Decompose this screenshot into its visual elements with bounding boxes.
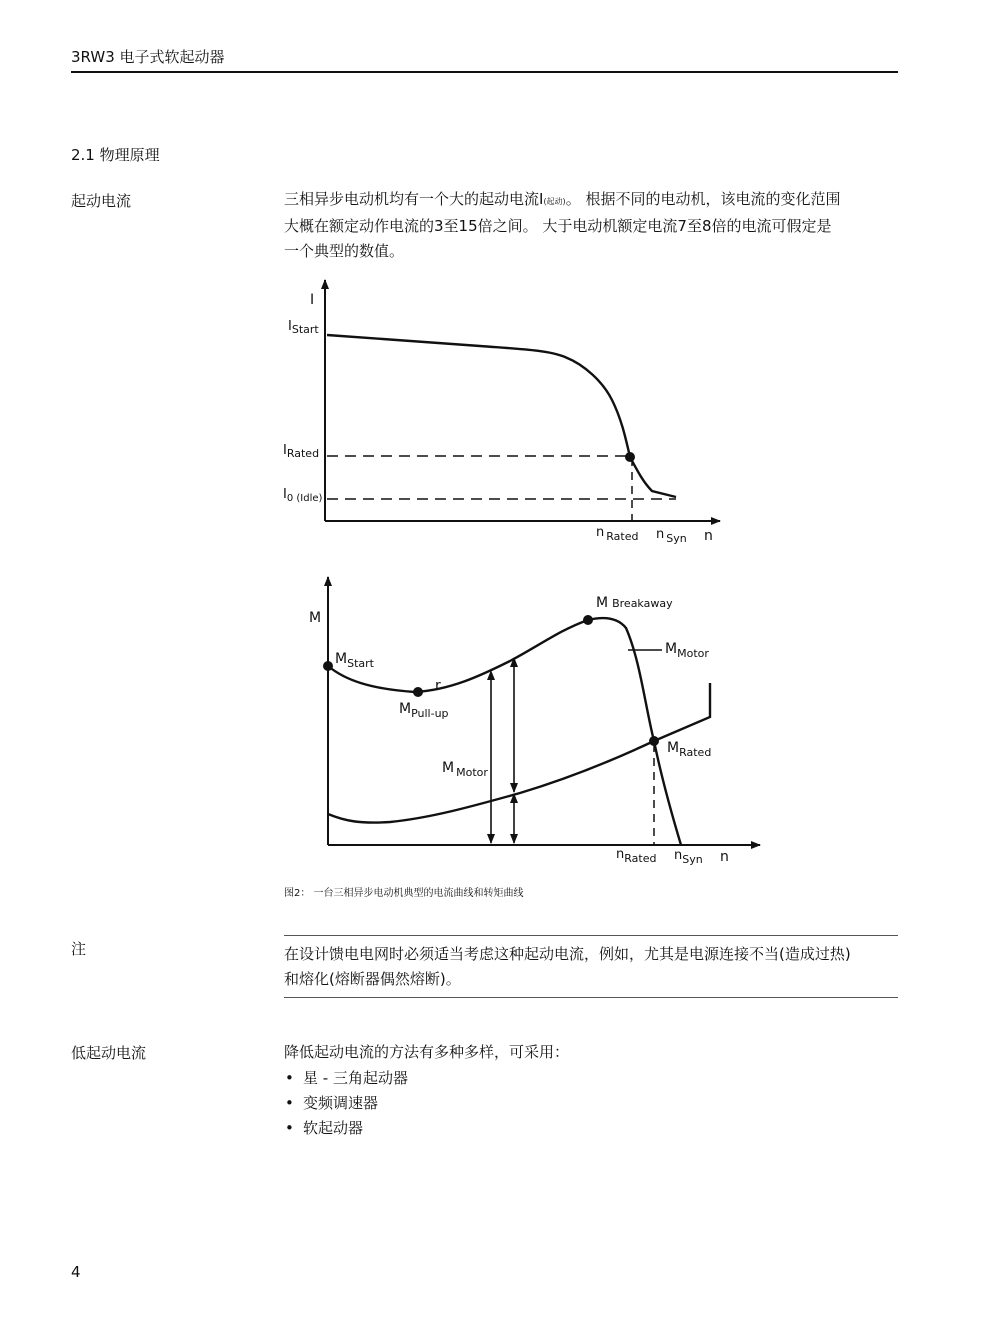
- paragraph-text: 三相异步电动机均有一个大的起动电流I: [284, 190, 544, 208]
- page-number: 4: [71, 1263, 81, 1281]
- side-label-low-start: 低起动电流: [71, 1044, 147, 1062]
- label-n-rated-torque: $n_{Rated}$: [616, 847, 657, 865]
- document-header-title: 3RW3 电子式软起动器: [71, 48, 225, 66]
- figure-current-torque-curves: [270, 270, 770, 880]
- label-i-idle: $I_{0 (Idle)}$: [283, 487, 323, 504]
- torque-y-axis-label: M: [309, 610, 322, 626]
- rated-operating-point: [625, 452, 635, 462]
- breakaway-torque-point: [583, 615, 593, 625]
- list-item: • 变频调速器: [284, 1091, 408, 1116]
- header-rule: [71, 71, 898, 73]
- label-n-syn-torque: $n_{Syn}$: [674, 848, 703, 866]
- note-line-2: 和熔化(熔断器偶然熔断)。: [284, 970, 461, 988]
- paragraph-line-2: 大概在额定动作电流的3至15倍之间。 大于电动机额定电流7至8倍的电流可假定是: [284, 217, 832, 235]
- rated-torque-point: [649, 736, 659, 746]
- note-bottom-rule: [284, 997, 898, 998]
- paragraph-text-cont: 。 根据不同的电动机，该电流的变化范围: [565, 190, 841, 208]
- current-curve: [327, 335, 676, 497]
- label-m-start: $M_{Start}$: [335, 651, 374, 670]
- note-top-rule: [284, 935, 898, 936]
- label-m-pullup: $M_{Pull-up}$: [399, 701, 449, 720]
- low-start-intro: 降低起动电流的方法有多种多样，可采用：: [284, 1043, 570, 1061]
- list-item: • 软起动器: [284, 1116, 408, 1141]
- list-item: • 星 - 三角起动器: [284, 1066, 408, 1091]
- load-torque-curve: [328, 683, 710, 823]
- section-title: 2.1 物理原理: [71, 146, 160, 164]
- note-paragraph: [284, 942, 898, 992]
- label-m-breakaway: M Breakaway: [596, 595, 673, 611]
- low-start-method-list: [284, 1066, 408, 1141]
- note-line-1: 在设计馈电电网时必须适当考虑这种起动电流，例如，尤其是电源连接不当(造成过热): [284, 945, 851, 963]
- paragraph-subscript: (起动): [543, 197, 566, 206]
- label-i-rated: $I_{Rated}$: [283, 443, 320, 460]
- label-m-motor-curve: $M_{Motor}$: [665, 641, 709, 660]
- start-current-paragraph: [284, 187, 898, 264]
- label-n-syn-current: n $_{Syn}$: [656, 527, 687, 545]
- paragraph-line-1: [284, 187, 898, 214]
- side-label-start-current: 起动电流: [71, 192, 132, 210]
- paragraph-line-3: 一个典型的数值。: [284, 242, 405, 260]
- motor-torque-curve: [328, 618, 681, 845]
- figure-caption: 图2： 一台三相异步电动机典型的电流曲线和转矩曲线: [284, 888, 524, 899]
- side-label-note: 注: [71, 940, 87, 958]
- current-x-axis-label: n: [704, 528, 713, 544]
- torque-x-axis-label: n: [720, 849, 729, 865]
- current-y-axis-label: I: [310, 292, 315, 308]
- label-m-motor-mid: M $_{Motor}$: [442, 760, 488, 779]
- label-i-start: $I_{Start}$: [288, 319, 319, 336]
- label-r: r: [435, 678, 441, 694]
- pullup-torque-point: [413, 687, 423, 697]
- label-m-rated: $M_{Rated}$: [667, 740, 712, 759]
- start-torque-point: [323, 661, 333, 671]
- label-n-rated-current: n $_{Rated}$: [596, 525, 639, 543]
